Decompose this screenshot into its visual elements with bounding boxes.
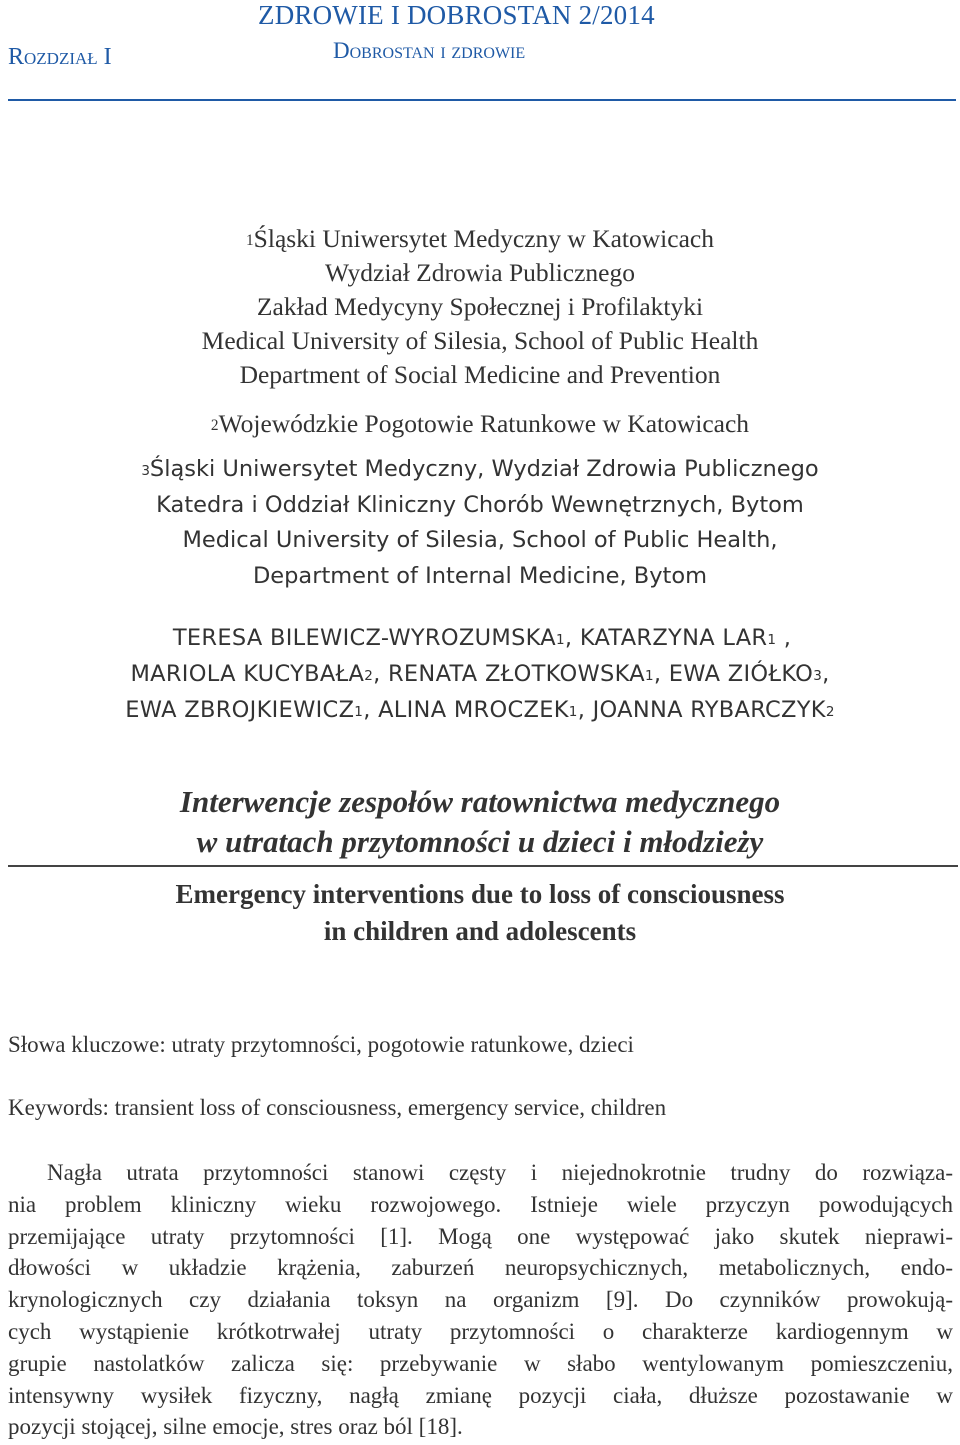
affiliation-1-line: Wydział Zdrowia Publicznego — [324, 258, 636, 287]
author-name: JOANNA RYBARCZYK — [592, 697, 826, 723]
affiliation-2: $^2$Wojewódzkie Pogotowie Ratunkowe w Katowicach — [210, 409, 750, 438]
body-line: cych wystąpienie krótkotrwałej utraty przytomności o charakterze kardiogennym w — [8, 1318, 953, 1344]
author-name: TERESA BILEWICZ-WYROZUMSKA — [172, 625, 557, 651]
article-title-polish: Interwencje zespołów ratownictwa medycznego w utratach przytomności u dzieci i młodzieży — [179, 784, 781, 859]
affiliation-3-line: Katedra i Oddział Kliniczny Chorób Wewnętrznych, Bytom — [156, 491, 804, 518]
keywords-english: Keywords: transient loss of consciousness, emergency service, children — [8, 1095, 667, 1120]
body-line: intensywny wysiłek fizyczny, nagłą zmianę pozycji ciała, dłuższe pozostawanie w — [8, 1382, 953, 1408]
author-name: ALINA MROCZEK — [378, 697, 569, 723]
affiliation-1-line: Zakład Medycyny Społecznej i Profilaktyki — [256, 292, 704, 321]
affiliation-3-line: Department of Internal Medicine, Bytom — [252, 562, 708, 589]
affiliation-mark: 1 — [246, 232, 254, 249]
header-divider — [8, 99, 956, 101]
author-name: MARIOLA KUCYBAŁA — [130, 661, 365, 687]
affiliation-1 — [0, 222, 960, 392]
affiliation-mark: 2 — [210, 417, 219, 434]
author-line: EWA ZBROJKIEWICZ$^1$, ALINA MROCZEK$^1$, JOANNA RYBARCZYK$^2$ — [125, 697, 835, 723]
author-line: MARIOLA KUCYBAŁA$^2$, RENATA ZŁOTKOWSKA$^1$, EWA ZIÓŁKO$^3$, — [130, 661, 830, 687]
chapter-label: Rozdział I — [8, 44, 112, 70]
title-divider — [8, 865, 958, 867]
body-line: Nagła utrata przytomności stanowi częsty i niejednokrotnie trudny do rozwiąza- — [47, 1160, 953, 1185]
author-name: RENATA ZŁOTKOWSKA — [387, 661, 645, 687]
body-line: nia problem kliniczny wieku rozwojowego. Istnieje wiele przyczyn powodujących — [8, 1191, 953, 1217]
affiliation-3 — [0, 452, 960, 594]
article-title-english: Emergency interventions due to loss of consciousness in children and adolescents — [175, 879, 785, 946]
affiliation-mark: 3 — [141, 463, 150, 479]
keywords-polish: Słowa kluczowe: utraty przytomności, pogotowie ratunkowe, dzieci — [8, 1032, 634, 1057]
author-name: EWA ZIÓŁKO — [668, 661, 814, 687]
body-line: przemijające utraty przytomności [1]. Mogą one występować jako skutek nieprawi- — [8, 1223, 953, 1249]
affiliation-1-line: Medical University of Silesia, School of Public Health — [201, 326, 759, 355]
author-line: TERESA BILEWICZ-WYROZUMSKA$^1$, KATARZYNA LAR$^1$ , — [172, 625, 792, 651]
journal-title: ZDROWIE I DOBROSTAN 2/2014 — [258, 0, 655, 30]
body-line: dłowości w układzie krążenia, zaburzeń neuropsychicznych, metabolicznych, endo- — [8, 1255, 953, 1281]
affiliation-1-line: Department of Social Medicine and Prevention — [239, 360, 721, 389]
body-line: krynologicznych czy działania toksyn na organizm [9]. Do czynników prowokują- — [8, 1287, 953, 1313]
body-paragraph — [8, 1157, 953, 1443]
author-name: EWA ZBROJKIEWICZ — [125, 697, 355, 723]
author-list — [0, 620, 960, 728]
affiliation-3-line: Medical University of Silesia, School of Public Health, — [182, 527, 778, 553]
author-name: KATARZYNA LAR — [579, 625, 768, 651]
affiliation-1-line: $^1$Śląski Uniwersytet Medyczny w Katowicach — [246, 224, 714, 253]
affiliation-3-line: $^3$Śląski Uniwersytet Medyczny, Wydział Zdrowia Publicznego — [141, 456, 819, 482]
body-line: pozycji stojącej, silne emocje, stres oraz ból [18]. — [8, 1414, 463, 1440]
body-line: grupie nastolatków zalicza się: przebywanie w słabo wentylowanym pomieszczeniu, — [8, 1350, 953, 1376]
section-title: Dobrostan i zdrowie — [333, 38, 526, 63]
